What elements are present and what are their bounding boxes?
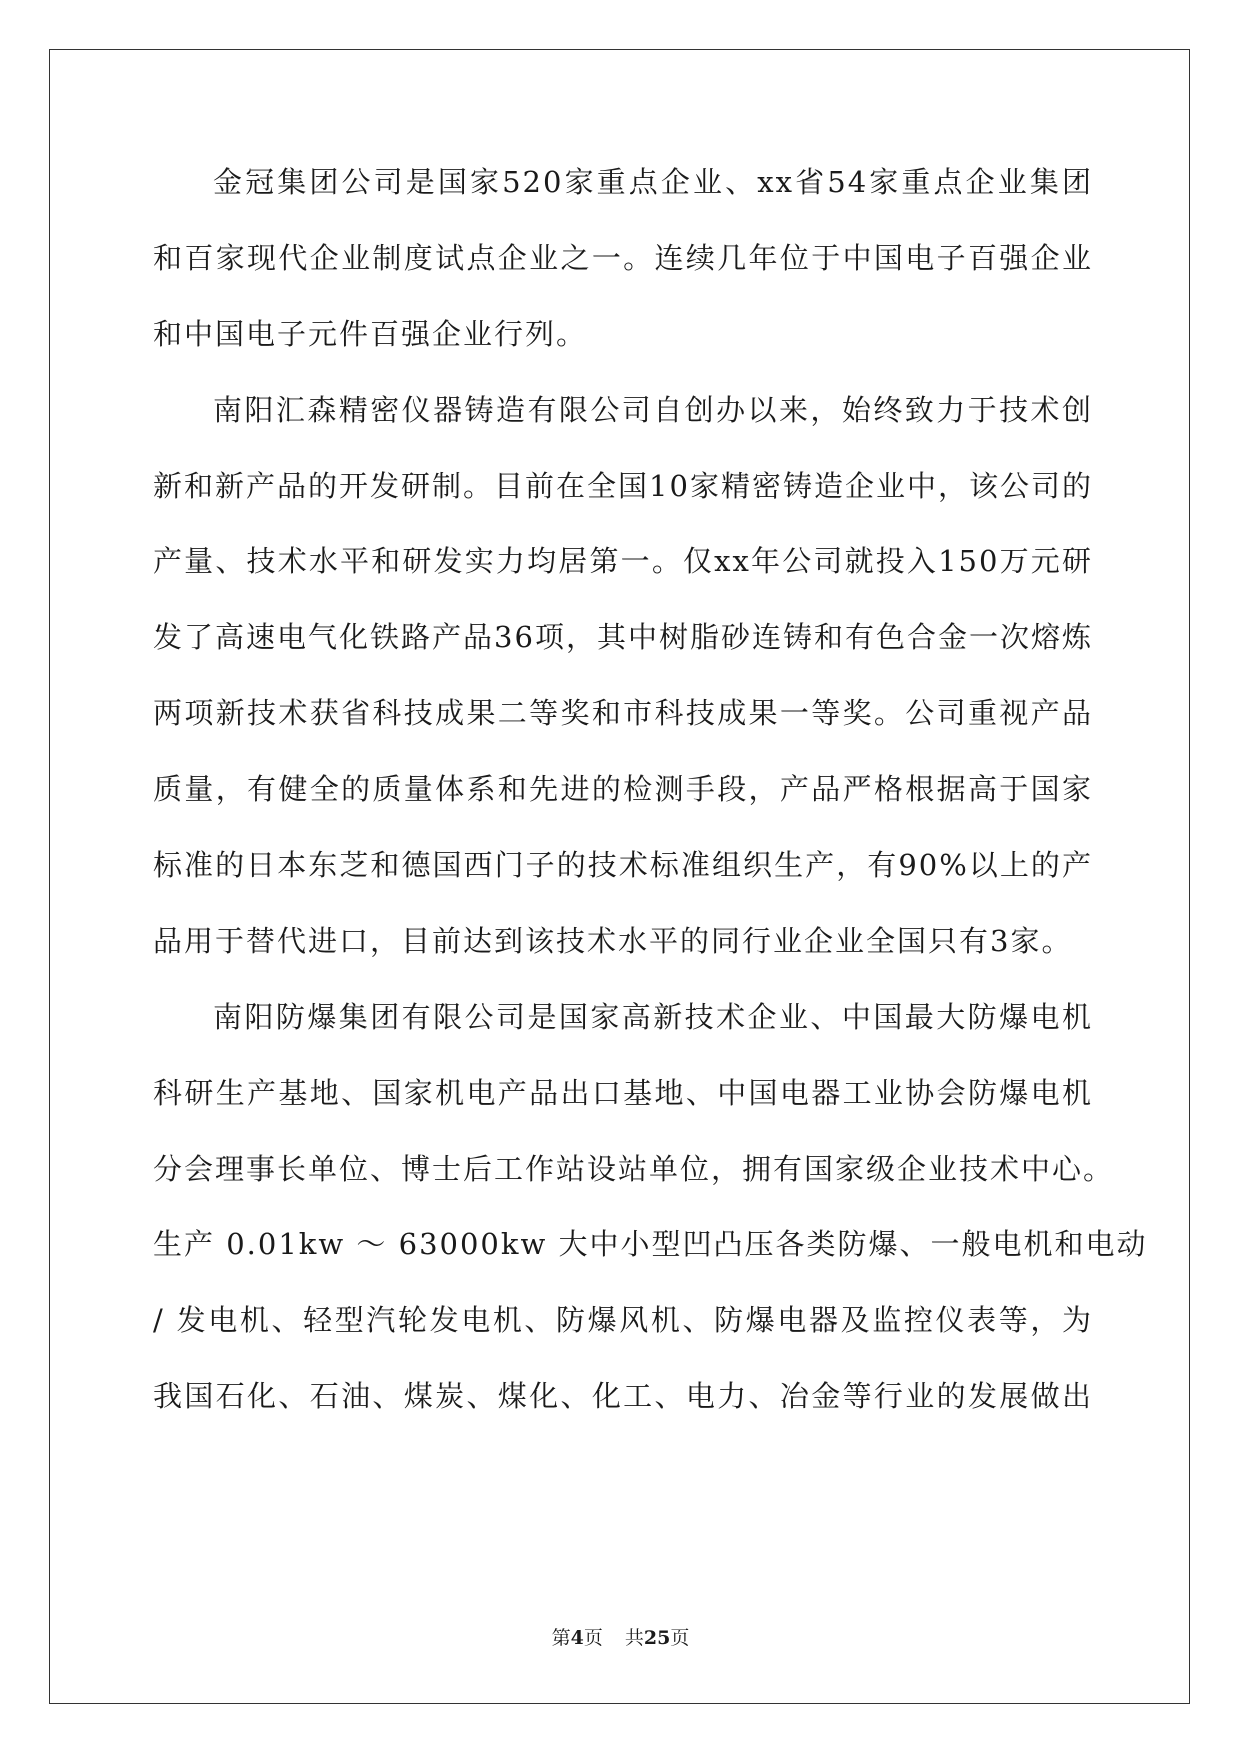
total-pages: 25 (643, 1627, 671, 1649)
paragraph-3-line-2: 科研生产基地、国家机电产品出口基地、中国电器工业协会防爆电机 (153, 1075, 1093, 1110)
paragraph-3-line-1: 南阳防爆集团有限公司是国家高新技术企业、中国最大防爆电机 (213, 999, 1093, 1034)
page-footer (0, 1626, 1241, 1650)
paragraph-3-line-6: 我国石化、石油、煤炭、煤化、化工、电力、冶金等行业的发展做出 (153, 1379, 1093, 1414)
paragraph-2-line-1: 南阳汇森精密仪器铸造有限公司自创办以来，始终致力于技术创 (213, 392, 1093, 427)
paragraph-3-line-5: / 发电机、轻型汽轮发电机、防爆风机、防爆电器及监控仪表等，为 (153, 1303, 1093, 1338)
total-suffix: 页 (670, 1627, 690, 1649)
paragraph-3-line-3: 分会理事长单位、博士后工作站设站单位，拥有国家级企业技术中心。 (153, 1151, 1115, 1186)
page-number: 4 (570, 1627, 584, 1649)
paragraph-2-line-4: 发了高速电气化铁路产品36项，其中树脂砂连铸和有色合金一次熔炼 (153, 620, 1093, 655)
paragraph-2-line-2: 新和新产品的开发研制。目前在全国10家精密铸造企业中，该公司的 (153, 468, 1093, 503)
paragraph-1-line-2: 和百家现代企业制度试点企业之一。连续几年位于中国电子百强企业 (153, 240, 1093, 275)
paragraph-2-line-6: 质量，有健全的质量体系和先进的检测手段，产品严格根据高于国家 (153, 772, 1093, 807)
paragraph-1-line-1: 金冠集团公司是国家520家重点企业、xx省54家重点企业集团 (213, 165, 1093, 199)
paragraph-2-line-5: 两项新技术获省科技成果二等奖和市科技成果一等奖。公司重视产品 (153, 696, 1093, 731)
page-prefix: 第 (551, 1627, 571, 1649)
paragraph-1-line-3: 和中国电子元件百强企业行列。 (153, 316, 588, 351)
paragraph-2-line-3: 产量、技术水平和研发实力均居第一。仅xx年公司就投入150万元研 (153, 544, 1093, 579)
page-suffix: 页 (583, 1627, 603, 1649)
paragraph-3-line-4: 生产 0.01kw ～ 63000kw 大中小型凹凸压各类防爆、一般电机和电动 (153, 1227, 1148, 1262)
paragraph-2-line-7: 标准的日本东芝和德国西门子的技术标准组织生产，有90%以上的产 (153, 848, 1093, 883)
paragraph-2-line-8: 品用于替代进口，目前达到该技术水平的同行业企业全国只有3家。 (153, 923, 1073, 958)
document-body (153, 162, 1148, 1452)
total-prefix: 共 (624, 1627, 644, 1649)
